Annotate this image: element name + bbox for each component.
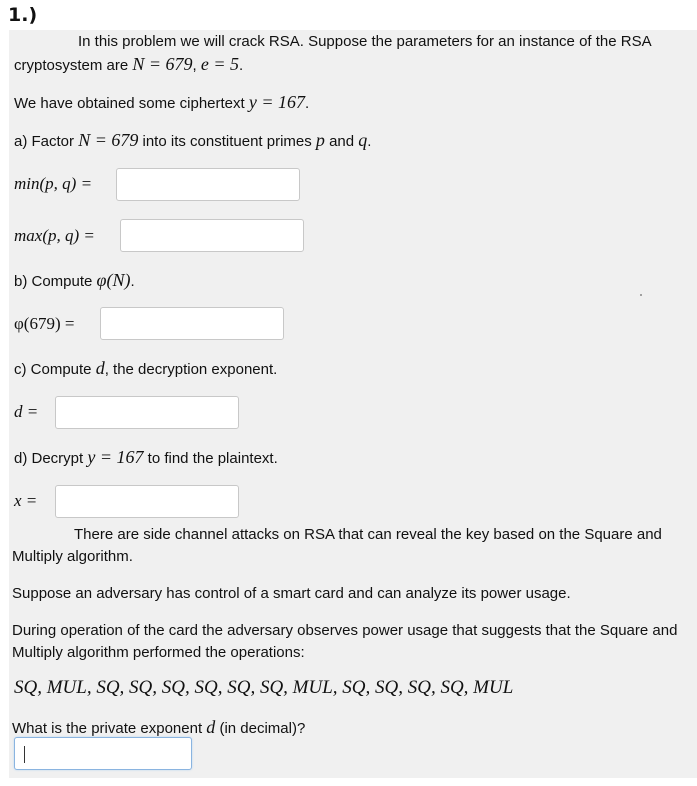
part-b-prompt xyxy=(14,270,135,292)
phi-n: φ(N) xyxy=(96,270,131,290)
question-text: What is the private exponent xyxy=(12,720,207,737)
y-equation: y = 167 xyxy=(248,92,305,112)
phi-input[interactable] xyxy=(100,307,284,340)
observation-line-1: During operation of the card the adversary observes power usage that suggests that the Square and xyxy=(12,622,678,639)
side-channel-line-1: There are side channel attacks on RSA that can reveal the key based on the Square and xyxy=(74,526,662,543)
private-exponent-input[interactable] xyxy=(14,737,192,770)
part-a-text: a) Factor xyxy=(14,133,79,150)
period: . xyxy=(305,95,310,112)
ciphertext-line xyxy=(14,92,309,114)
operations-sequence: SQ, MUL, SQ, SQ, SQ, SQ, SQ, SQ, MUL, SQ, SQ, SQ, SQ, MUL xyxy=(14,677,514,698)
p-variable: p xyxy=(315,130,325,150)
part-b-text: b) Compute xyxy=(14,273,97,290)
period: . xyxy=(130,273,135,290)
part-a-prompt xyxy=(14,130,371,152)
stray-dot xyxy=(640,294,642,296)
q-variable: q xyxy=(358,130,368,150)
part-d-text-post: to find the plaintext. xyxy=(143,450,278,467)
and-text: and xyxy=(324,133,359,150)
part-c-text-post: , the decryption exponent. xyxy=(104,361,278,378)
e-equation: e = 5 xyxy=(200,54,240,74)
phi-label: φ(679) = xyxy=(14,314,75,333)
part-d-prompt xyxy=(14,447,278,469)
comma: , xyxy=(192,57,201,74)
d-input[interactable] xyxy=(55,396,239,429)
x-label: x = xyxy=(14,491,38,510)
observation-line-2: Multiply algorithm performed the operations: xyxy=(12,644,305,661)
max-pq-input[interactable] xyxy=(120,219,304,252)
x-input[interactable] xyxy=(55,485,239,518)
d-variable: d xyxy=(95,358,105,378)
n-equation: N = 679 xyxy=(132,54,193,74)
max-label: max(p, q) = xyxy=(14,226,95,245)
d-label: d = xyxy=(14,402,39,421)
part-d-text: d) Decrypt xyxy=(14,450,88,467)
y-equation: y = 167 xyxy=(87,447,144,467)
side-channel-line-2: Multiply algorithm. xyxy=(12,548,133,565)
private-exponent-question xyxy=(12,717,305,739)
period: . xyxy=(367,133,372,150)
min-pq-input[interactable] xyxy=(116,168,300,201)
part-c-text: c) Compute xyxy=(14,361,96,378)
part-c-prompt xyxy=(14,358,277,380)
intro-text: cryptosystem are xyxy=(14,57,133,74)
part-a-text-mid: into its constituent primes xyxy=(138,133,316,150)
min-label: min(p, q) = xyxy=(14,174,93,193)
question-text-post: (in decimal)? xyxy=(215,720,306,737)
n-equation: N = 679 xyxy=(78,130,139,150)
intro-line-1: In this problem we will crack RSA. Suppose the parameters for an instance of the RSA xyxy=(78,33,652,50)
period: . xyxy=(239,57,244,74)
text-caret xyxy=(24,746,25,763)
adversary-paragraph: Suppose an adversary has control of a smart card and can analyze its power usage. xyxy=(12,585,571,602)
ciphertext-text: We have obtained some ciphertext xyxy=(14,95,249,112)
intro-line-2 xyxy=(14,54,243,76)
d-variable: d xyxy=(206,717,216,737)
problem-number: 1.) xyxy=(8,4,38,26)
